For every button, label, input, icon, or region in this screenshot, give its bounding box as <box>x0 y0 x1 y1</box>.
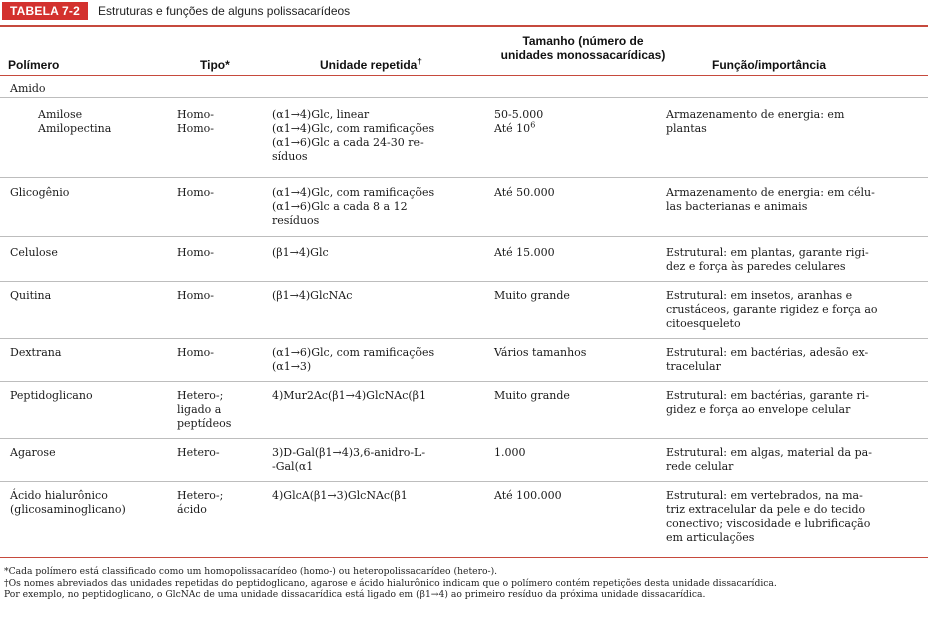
row-function: Estrutural: em vertebrados, na ma- triz extracelular da pele e do tecido conectivo; viscosidade e lubrificação em articulações <box>666 489 871 544</box>
header-rule <box>0 75 928 76</box>
top-rule <box>0 25 928 27</box>
row-type: Homo- <box>177 246 214 259</box>
table-caption: Estruturas e funções de alguns polissacarídeos <box>98 4 351 18</box>
footnote-star: *Cada polímero está classificado como um homopolissacarídeo (homo-) ou heteropolissacarídeo (hetero-). <box>4 566 498 577</box>
row-size: Até 100.000 <box>494 489 562 502</box>
row-polymer: Amilose Amilopectina <box>38 108 112 135</box>
row-polymer: Celulose <box>10 246 58 259</box>
row-function: Armazenamento de energia: em plantas <box>666 108 845 135</box>
row-size: Muito grande <box>494 389 570 402</box>
row-divider <box>0 481 928 482</box>
table-label-badge: TABELA 7‑2 <box>2 2 88 20</box>
row-size-b-exponent: 6 <box>530 120 536 130</box>
header-size: Tamanho (número de unidades monossacarídicas) <box>500 34 666 62</box>
row-type: Hetero-; ligado a peptídeos <box>177 389 232 430</box>
section-amido: Amido <box>10 82 46 95</box>
row-unit: 4)GlcA(β1→3)GlcNAc(β1 <box>272 489 408 502</box>
row-divider <box>0 177 928 178</box>
row-polymer: Ácido hialurônico (glicosaminoglicano) <box>10 489 126 516</box>
row-type: Hetero-; ácido <box>177 489 224 516</box>
header-repeating-unit-label: Unidade repetida <box>320 58 418 72</box>
header-dagger-mark: † <box>417 57 422 66</box>
row-type: Homo- <box>177 186 214 199</box>
row-unit: (α1→6)Glc, com ramificações (α1→3) <box>272 346 435 373</box>
row-polymer: Peptidoglicano <box>10 389 93 402</box>
row-polymer: Agarose <box>10 446 56 459</box>
row-size: Muito grande <box>494 289 570 302</box>
row-divider <box>0 97 928 98</box>
table-title-bar <box>0 0 928 22</box>
row-function: Armazenamento de energia: em célu- las bacterianas e animais <box>666 186 875 213</box>
footnote-dagger-cont: Por exemplo, no peptidoglicano, o GlcNAc de uma unidade dissacarídica está ligado em (β1→4) ao primeiro resíduo da próxima unidade dissacarídica. <box>4 589 706 600</box>
row-unit: 4)Mur2Ac(β1→4)GlcNAc(β1 <box>272 389 426 402</box>
row-type: Homo- <box>177 346 214 359</box>
row-polymer: Glicogênio <box>10 186 70 199</box>
header-repeating-unit <box>320 58 422 72</box>
footnote-dagger: †Os nomes abreviados das unidades repetidas do peptidoglicano, agarose e ácido hialurônico indicam que o polímero contém repetições desta unidade dissacarídica. <box>4 578 777 589</box>
bottom-rule <box>0 557 928 558</box>
header-polymer: Polímero <box>8 58 60 72</box>
row-divider <box>0 438 928 439</box>
row-size: Até 50.000 <box>494 186 555 199</box>
row-polymer: Dextrana <box>10 346 62 359</box>
row-size: Vários tamanhos <box>494 346 587 359</box>
row-polymer: Quitina <box>10 289 52 302</box>
row-size <box>494 108 654 136</box>
header-function: Função/importância <box>712 58 827 72</box>
header-type: Tipo* <box>200 58 230 72</box>
row-function: Estrutural: em algas, material da pa- rede celular <box>666 446 872 473</box>
row-divider <box>0 281 928 282</box>
row-function: Estrutural: em bactérias, adesão ex- tracelular <box>666 346 869 373</box>
row-divider <box>0 381 928 382</box>
row-size-b: Até 10 <box>494 122 531 135</box>
row-function: Estrutural: em insetos, aranhas e crustáceos, garante rigidez e força ao citoesqueleto <box>666 289 878 330</box>
row-size: 1.000 <box>494 446 526 459</box>
row-size-a: 50-5.000 <box>494 108 544 121</box>
row-unit: (α1→4)Glc, com ramificações (α1→6)Glc a cada 8 a 12 resíduos <box>272 186 435 227</box>
row-function: Estrutural: em plantas, garante rigi- dez e força às paredes celulares <box>666 246 869 273</box>
row-type: Homo- Homo- <box>177 108 214 135</box>
row-size: Até 15.000 <box>494 246 555 259</box>
row-type: Hetero- <box>177 446 220 459</box>
row-function: Estrutural: em bactérias, garante ri- gidez e força ao envelope celular <box>666 389 870 416</box>
row-divider <box>0 236 928 237</box>
row-unit: 3)D-Gal(β1→4)3,6-anidro-L- -Gal(α1 <box>272 446 426 473</box>
row-divider <box>0 338 928 339</box>
row-unit: (α1→4)Glc, linear (α1→4)Glc, com ramificações (α1→6)Glc a cada 24-30 re- síduos <box>272 108 435 163</box>
row-type: Homo- <box>177 289 214 302</box>
row-unit: (β1→4)Glc <box>272 246 329 259</box>
row-unit: (β1→4)GlcNAc <box>272 289 353 302</box>
